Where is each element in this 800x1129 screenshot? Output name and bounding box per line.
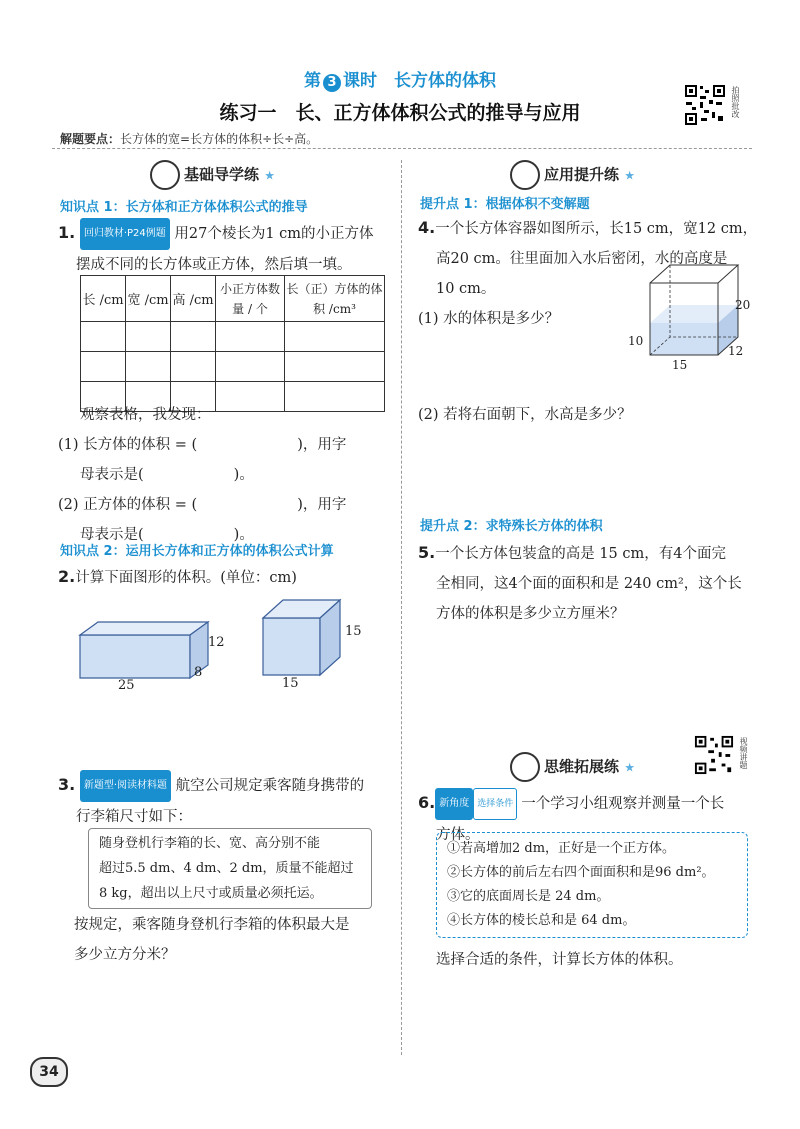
tip-text: 长方体的宽=长方体的体积÷长÷高。: [120, 132, 319, 146]
question-4-sub2: (2) 若将右面朝下，水高是多少？: [418, 407, 632, 423]
question-4-sub1: (1) 水的体积是多少？: [418, 311, 560, 327]
qr-code-icon[interactable]: [694, 735, 734, 779]
question-1-line2: 摆成不同的长方体或正方体，然后填一填。: [76, 257, 352, 273]
question-6-tag: 新角度: [435, 788, 473, 820]
question-4-number: 4.: [418, 218, 436, 237]
statement-2b: )，用字: [297, 497, 347, 513]
cube-figure-2: [255, 590, 355, 690]
conditions-box: [436, 832, 748, 938]
section-applied: [510, 160, 635, 190]
question-3-line1: 航空公司规定乘客随身携带的: [175, 778, 365, 794]
ask-line2: 多少立方分米？: [74, 947, 176, 963]
lesson-prefix: 第: [304, 71, 321, 91]
table-header: 宽 /cm: [126, 276, 171, 322]
note-line2: 超过5.5 dm、4 dm、2 dm，质量不能超过: [99, 861, 354, 876]
note-line3: 8 kg，超出以上尺寸或质量必须托运。: [99, 886, 323, 901]
section-extension-title: 思维拓展练: [544, 757, 620, 776]
statement-1a: (1) 长方体的体积 = (: [58, 437, 198, 453]
container-length-label: 15: [672, 358, 688, 372]
mascot-icon: [150, 160, 180, 190]
table-header: 长（正）方体的体积 /cm³: [285, 276, 385, 322]
table-row[interactable]: [81, 352, 385, 382]
statement-1c: 母表示是(: [80, 467, 144, 483]
question-6-line1: 一个学习小组观察并测量一个长: [521, 796, 725, 812]
table-header-row: [81, 276, 385, 322]
ask-line1: 按规定，乘客随身登机行李箱的体积最大是: [74, 917, 350, 933]
table-header: 高 /cm: [171, 276, 216, 322]
lesson-suffix: 课时: [343, 71, 377, 91]
star-icon: ★: [264, 168, 276, 183]
condition-1[interactable]: ①若高增加2 dm，正好是一个正方体。: [447, 841, 676, 856]
answer-table: [80, 275, 385, 412]
star-icon: ★: [624, 760, 636, 775]
question-5-line1: 一个长方体包装盒的高是 15 cm，有4个面完: [435, 546, 726, 562]
lesson-title: [0, 66, 800, 92]
section-basic-title: 基础导学练: [184, 165, 260, 184]
tip-label: 解题要点：: [60, 132, 121, 146]
box1-height-label: 12: [208, 635, 225, 650]
lesson-name: 长方体的体积: [394, 71, 496, 91]
question-1-observations: [58, 400, 398, 550]
container-height-label: 20: [735, 298, 751, 312]
table-row[interactable]: [81, 322, 385, 352]
statement-2d: )。: [233, 527, 254, 543]
question-3: [58, 770, 398, 832]
page-number: 34: [30, 1057, 68, 1087]
knowledge-point-2: 知识点 2：运用长方体和正方体的体积公式计算: [60, 544, 334, 559]
table-header: 小正方体数量 / 个: [216, 276, 285, 322]
condition-4[interactable]: ④长方体的棱长总和是 64 dm。: [447, 913, 636, 928]
enhancement-point-1: 提升点 1：根据体积不变解题: [420, 197, 590, 212]
section-basic: [150, 160, 275, 190]
question-1-tag: 回归教材·P24例题: [80, 218, 170, 250]
question-1-line1: 用27个棱长为1 cm的小正方体: [174, 226, 374, 242]
statement-2c: 母表示是(: [80, 527, 144, 543]
water-height-label: 10: [628, 334, 644, 348]
knowledge-point-1: 知识点 1：长方体和正方体体积公式的推导: [60, 200, 308, 215]
question-6-number: 6.: [418, 793, 436, 812]
note-line1: 随身登机行李箱的长、宽、高分别不能: [99, 836, 321, 851]
statement-2a: (2) 正方体的体积 = (: [58, 497, 198, 513]
table-header: 长 /cm: [81, 276, 126, 322]
question-1-number: 1.: [58, 223, 76, 242]
question-5-line2: 全相同，这4个面的面积和是 240 cm²，这个长: [436, 576, 742, 592]
statement-1d: )。: [233, 467, 254, 483]
box1-length-label: 25: [118, 678, 135, 693]
question-5: [418, 538, 763, 629]
enhancement-point-2: 提升点 2：求特殊长方体的体积: [420, 519, 603, 534]
question-2-text: 计算下面图形的体积。(单位：cm): [75, 570, 297, 586]
section-applied-title: 应用提升练: [544, 165, 620, 184]
star-icon: ★: [624, 168, 636, 183]
container-width-label: 12: [728, 344, 744, 358]
question-5-number: 5.: [418, 543, 436, 562]
exercise-title: 练习一 长、正方体体积公式的推导与应用: [219, 102, 581, 124]
question-3-tag: 新题型·阅读材料题: [80, 770, 171, 802]
qr-code-icon[interactable]: [684, 84, 726, 130]
lesson-number-badge: 3: [323, 74, 341, 92]
question-3-line2: 行李箱尺寸如下：: [76, 809, 192, 825]
question-2: [58, 562, 297, 593]
box2-length-label: 15: [282, 676, 299, 691]
question-1: [58, 218, 393, 280]
question-6-subtag: 选择条件: [473, 788, 517, 820]
question-4-line2: 高20 cm。往里面加入水后密闭，水的高度是: [436, 251, 728, 267]
question-4-line3: 10 cm。: [436, 281, 496, 297]
box1-width-label: 8: [194, 665, 203, 680]
qr2-label: 视频讲题: [739, 737, 748, 769]
mascot-icon: [510, 752, 540, 782]
statement-1b: )，用字: [297, 437, 347, 453]
question-3-ask: [74, 910, 399, 970]
luggage-rule-note: [88, 828, 372, 909]
question-5-line3: 方体的体积是多少立方厘米？: [436, 606, 625, 622]
question-4-line1: 一个长方体容器如图所示，长15 cm，宽12 cm，: [435, 221, 758, 237]
condition-3[interactable]: ③它的底面周长是 24 dm。: [447, 889, 610, 904]
tip: [60, 130, 318, 147]
qr-label: 拍照批改: [731, 86, 740, 118]
observe-text: 观察表格，我发现：: [80, 407, 211, 423]
box2-height-label: 15: [345, 624, 362, 639]
mascot-icon: [510, 160, 540, 190]
header-divider: [52, 148, 752, 149]
question-2-number: 2.: [58, 567, 76, 586]
condition-2[interactable]: ②长方体的前后左右四个面面积和是96 dm²。: [447, 865, 715, 880]
column-divider: [401, 160, 402, 1055]
question-6-line2: 方体。: [436, 827, 480, 843]
question-6-ask: 选择合适的条件，计算长方体的体积。: [436, 952, 683, 968]
question-3-number: 3.: [58, 775, 76, 794]
section-extension: [510, 752, 635, 782]
